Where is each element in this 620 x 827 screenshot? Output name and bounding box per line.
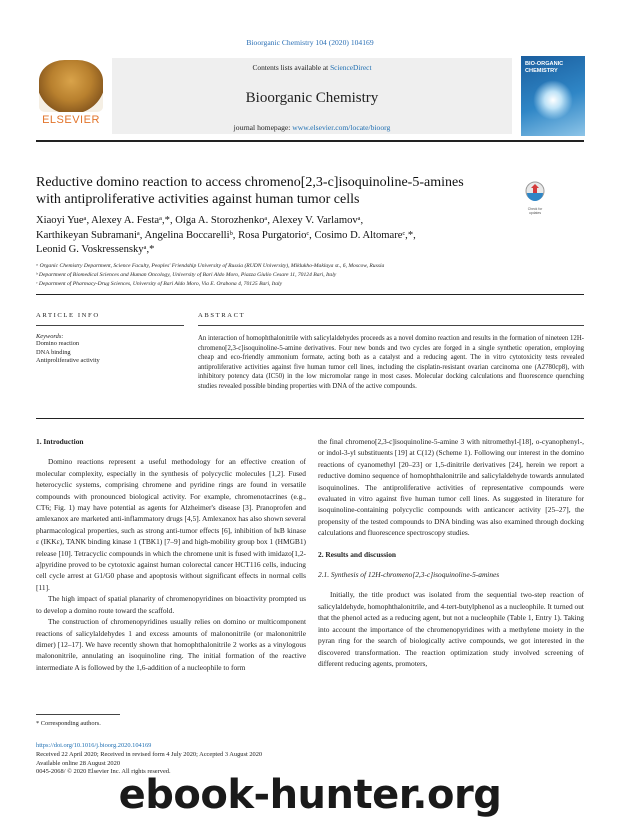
affiliation-c: ᶜ Department of Pharmacy-Drug Sciences, University of Bari Aldo Moro, Via E. Orabona 4, 70125 Bari, Italy (36, 281, 283, 287)
affiliation-divider (36, 294, 584, 295)
elsevier-tree-icon (39, 60, 103, 112)
abstract-divider (36, 418, 584, 419)
subsection-heading-synthesis: 2.1. Synthesis of 12H-chromeno[2,3-c]isoquinoline-5-amines (318, 570, 500, 580)
sciencedirect-link[interactable]: ScienceDirect (330, 63, 372, 72)
cover-molecule-graphic (533, 80, 573, 120)
article-title (36, 174, 506, 208)
journal-title: Bioorganic Chemistry (245, 90, 379, 106)
homepage-link[interactable]: www.elsevier.com/locate/bioorg (292, 123, 391, 132)
corresponding-authors-footnote: * Corresponding authors. (36, 720, 101, 727)
right-column (318, 436, 584, 669)
watermark-text: ebook-hunter.org (118, 772, 502, 818)
article-info-rule (36, 325, 184, 326)
elsevier-logo-text: ELSEVIER (42, 114, 100, 126)
keyword-item: Domino reaction (36, 340, 80, 347)
authors-line-3[interactable]: Leonid G. Voskressenskyᵃ,* (36, 244, 155, 256)
copyright-line: 0045-2068/ © 2020 Elsevier Inc. All rights reserved. (36, 768, 171, 776)
journal-homepage-line (112, 123, 512, 132)
authors-line-1[interactable]: Xiaoyi Yueᵃ, Alexey A. Festaᵃ,*, Olga A. Storozhenkoᵃ, Alexey V. Varlamovᵃ, (36, 215, 364, 226)
cover-title: BIO-ORGANIC CHEMISTRY (525, 61, 564, 74)
abstract-rule (198, 325, 584, 326)
title-line-2: with antiproliferative activities against human tumor cells (36, 192, 360, 207)
journal-cover-image[interactable] (521, 56, 585, 136)
affiliations (36, 262, 584, 289)
doi-link[interactable]: https://doi.org/10.1016/j.bioorg.2020.104169 (36, 742, 152, 749)
authors-line-2[interactable]: Karthikeyan Subramaniᵃ, Angelina Boccarelliᵇ, Rosa Purgatorioᶜ, Cosimo D. Altomareᶜ,*, (36, 229, 416, 241)
article-info-heading: ARTICLE INFO (36, 312, 100, 319)
author-list (36, 214, 556, 258)
affiliation-a: ᵃ Organic Chemistry Department, Science Faculty, Peoples' Friendship University of Russia (RUDN University), Miklukho-Maklaya st., 6, Moscow, Russia (36, 263, 385, 269)
paragraph: The high impact of spatial planarity of chromenopyridines on bioactivity prompted us to develop a domino route toward the scaffold. (36, 594, 306, 615)
check-updates-label: Check for updates (527, 207, 543, 215)
keyword-item: DNA binding (36, 348, 71, 356)
homepage-prefix: journal homepage: (233, 123, 293, 132)
paragraph: the final chromeno[2,3-c]isoquinoline-5-amine 3 with nitromethyl-[18], o-cyanophenyl-, or indol-3-yl substituents [19] at C(12) (Scheme 1). Following our interest in the domino reactions of cyanomethyl [20–23] or 1,5-dinitrile derivatives [24], herein we report a reductive domino sequence of homophthalonitrile and salicylaldehyde towards annulated isoquinolines. The antiproliferative activities of representative compounds were evaluated in vitro against five human tumor cell lines. As suggested in literature for isoquinoline-containing polycyclic compounds with anticancer activity [25–27], the propensity of the tested compounds to DNA binding was also examined through docking calculations and fluorescence spectroscopy studies. (318, 437, 584, 538)
abstract-text: An interaction of homophthalonitrile with salicylaldehydes proceeds as a novel domino reaction and results in the formation of nineteen 12H-chromeno[2,3-c]isoquinoline-5-amine derivatives. Four new bonds and two cycles are forged in a single synthetic operation, employing cheap and eco-friendly ammonium formate, acting both as a catalyst and a reducing agent. The in vitro cytotoxicity tests revealed antiproliferative activities against five human tumor cell lines, including the cisplatin-resistant ovarian carcinoma one (A2780cp8), with inhibitory potency data (IC50) in the low micromolar range in most cases. Molecular docking calculations and fluorescence quenching studies revealed possible binding properties with DNA of the active compounds. (198, 335, 584, 390)
journal-reference-link[interactable]: Bioorganic Chemistry 104 (2020) 104169 (246, 38, 374, 47)
abstract-heading: ABSTRACT (198, 312, 246, 319)
paragraph: The construction of chromenopyridines usually relies on domino or multicomponent reactions of salicylaldehydes 1 and excess amounts of malononitrile (or malononitrile dimer) [12–17]. We have recently shown that homophthalonitrile 2 works as a vinylogous malononitrile, annulating an isoquinoline ring. The initial formation of the reactive intermediate A is followed by the 1,6-addition of a nucleophile to form (36, 617, 306, 672)
affiliation-b: ᵇ Department of Biomedical Sciences and Human Oncology, University of Bari Aldo Moro, Piazza Giulio Cesare 11, 70124 Bari, Italy (36, 272, 337, 278)
contents-prefix: Contents lists available at (252, 63, 331, 72)
keywords-block (36, 333, 186, 366)
available-online-date: Available online 28 August 2020 (36, 759, 121, 767)
paragraph: Domino reactions represent a useful methodology for an effective creation of molecular complexity, especially in the synthesis of polycyclic molecules [1,2]. Fused heterocyclic systems, comprising chromene and pyridine rings are found in versatile compounds with pronounced biological activity. For example, chromenotacrines (e.g., CT6; Fig. 1) may have potential as agents for Alzheimer's disease [3]. Pranoprofen and amlexanox are marketed anti-inflammatory drugs [4,5]. Amlexanox has also shown several pharmacological properties, such as strong anti-tumor effects [6], inhibition of IκB kinase ε (IKKε), TANK binding kinase 1 (TBK1) [7–9] and high-mobility group box 1 (HMGB1) release [10]. Tetracyclic compounds in which the chromene unit is fused with imidazo[1,2-a]pyridine proved to be cytotoxic against human colorectal cancer HCT116 cells, inducing cell cycle arrest at G1/G0 phase and apoptosis without significant effects in normal cells [11]. (36, 457, 306, 592)
check-updates-icon (522, 180, 548, 210)
paragraph: Initially, the title product was isolated from the sequential two-step reaction of salicylaldehyde, homophthalonitrile, and 4-tert-butylphenol as a nucleophile. It turned out that the phenol acted as a reducing agent, but not a nucleophile (Table 1, Entry 1). Taking into account the importance of the chromenopyridines with a methylene moiety in the pyran ring for the search of biologically active compounds, we got interested in the discovered transformation. The reaction optimization study involved screening of different reducing agents, promoters, (318, 590, 584, 668)
received-dates: Received 22 April 2020; Received in revised form 4 July 2020; Accepted 3 August 2020 (36, 750, 263, 758)
journal-header (112, 58, 512, 134)
section-heading-results: 2. Results and discussion (318, 549, 397, 559)
left-column (36, 436, 306, 673)
keyword-item: Antiproliferative activity (36, 357, 100, 365)
header-divider (36, 140, 584, 142)
elsevier-logo (36, 60, 106, 132)
section-heading-introduction: 1. Introduction (36, 437, 84, 446)
keywords-label: Keywords: (36, 333, 64, 340)
title-line-1: Reductive domino reaction to access chromeno[2,3-c]isoquinoline-5-amines (36, 175, 464, 190)
contents-available-line (112, 63, 512, 72)
check-for-updates-badge[interactable] (522, 180, 548, 215)
footnote-rule (36, 714, 120, 715)
